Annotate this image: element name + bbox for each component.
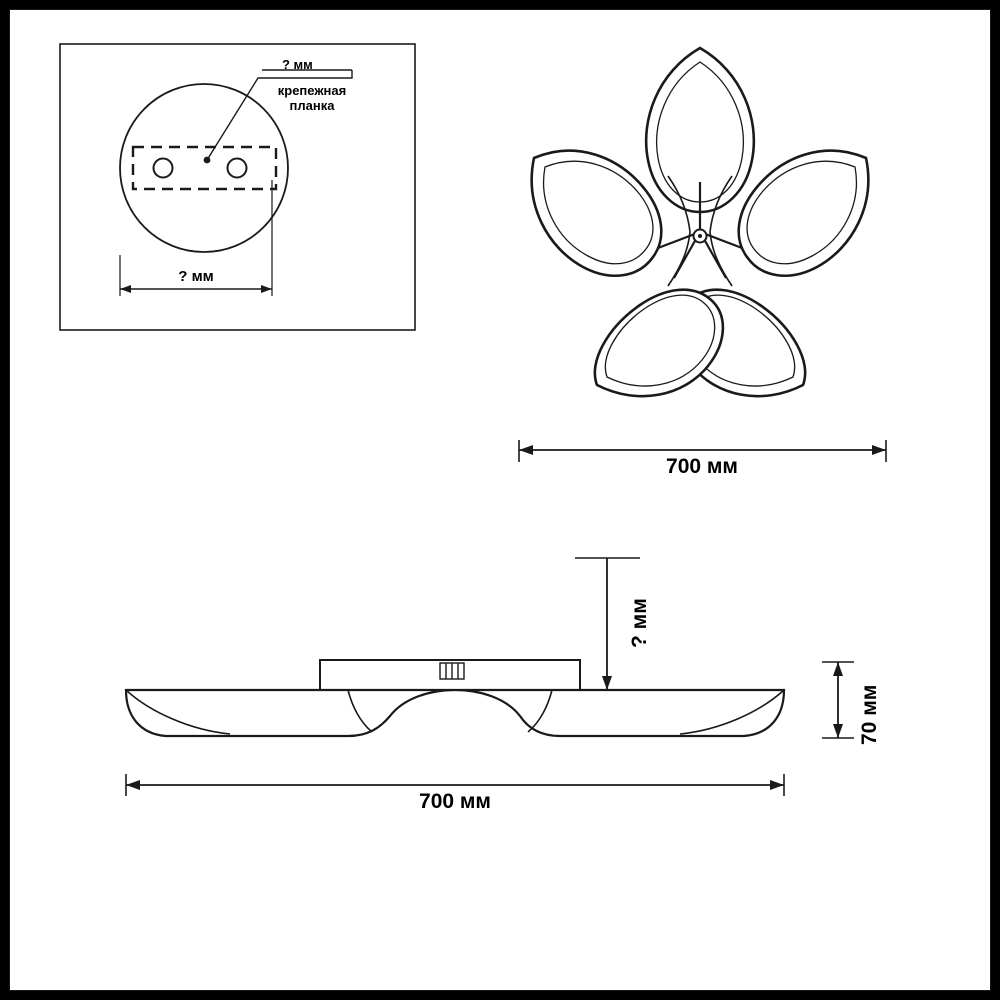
width-dim-arrow-left bbox=[126, 780, 140, 790]
detail-dim-arrow-left bbox=[120, 285, 131, 293]
detail-part-label-line2: планка bbox=[289, 98, 335, 113]
petal-upper-left bbox=[532, 151, 662, 276]
top-view-group bbox=[532, 48, 869, 396]
detail-callout-label: ? мм bbox=[282, 57, 313, 72]
callout-leader-dot bbox=[204, 157, 211, 164]
dim-arrow-left bbox=[519, 445, 533, 455]
screw-hole-left bbox=[154, 159, 173, 178]
height-dim-arrow-top bbox=[833, 662, 843, 676]
detail-diameter-label: ? мм bbox=[178, 268, 214, 285]
side-view-gap-label: ? мм bbox=[628, 598, 651, 648]
side-view-group bbox=[126, 660, 784, 736]
petal-lower-left bbox=[595, 290, 723, 396]
top-view-width-label: 700 мм bbox=[666, 455, 738, 478]
side-view-height-label: 70 мм bbox=[858, 684, 881, 745]
side-view-height-dimension bbox=[822, 662, 854, 738]
gap-dim-arrow-bottom bbox=[602, 676, 612, 690]
petal-upper-right bbox=[739, 151, 869, 276]
detail-dim-arrow-right bbox=[261, 285, 272, 293]
width-dim-arrow-right bbox=[770, 780, 784, 790]
dim-arrow-right bbox=[872, 445, 886, 455]
side-view-canopy bbox=[320, 660, 580, 690]
height-dim-arrow-bottom bbox=[833, 724, 843, 738]
side-view-width-label: 700 мм bbox=[419, 790, 491, 813]
center-screw-dot bbox=[698, 234, 702, 238]
screw-hole-right bbox=[228, 159, 247, 178]
detail-part-label-line1: крепежная bbox=[277, 83, 347, 98]
side-view-body bbox=[126, 690, 784, 736]
